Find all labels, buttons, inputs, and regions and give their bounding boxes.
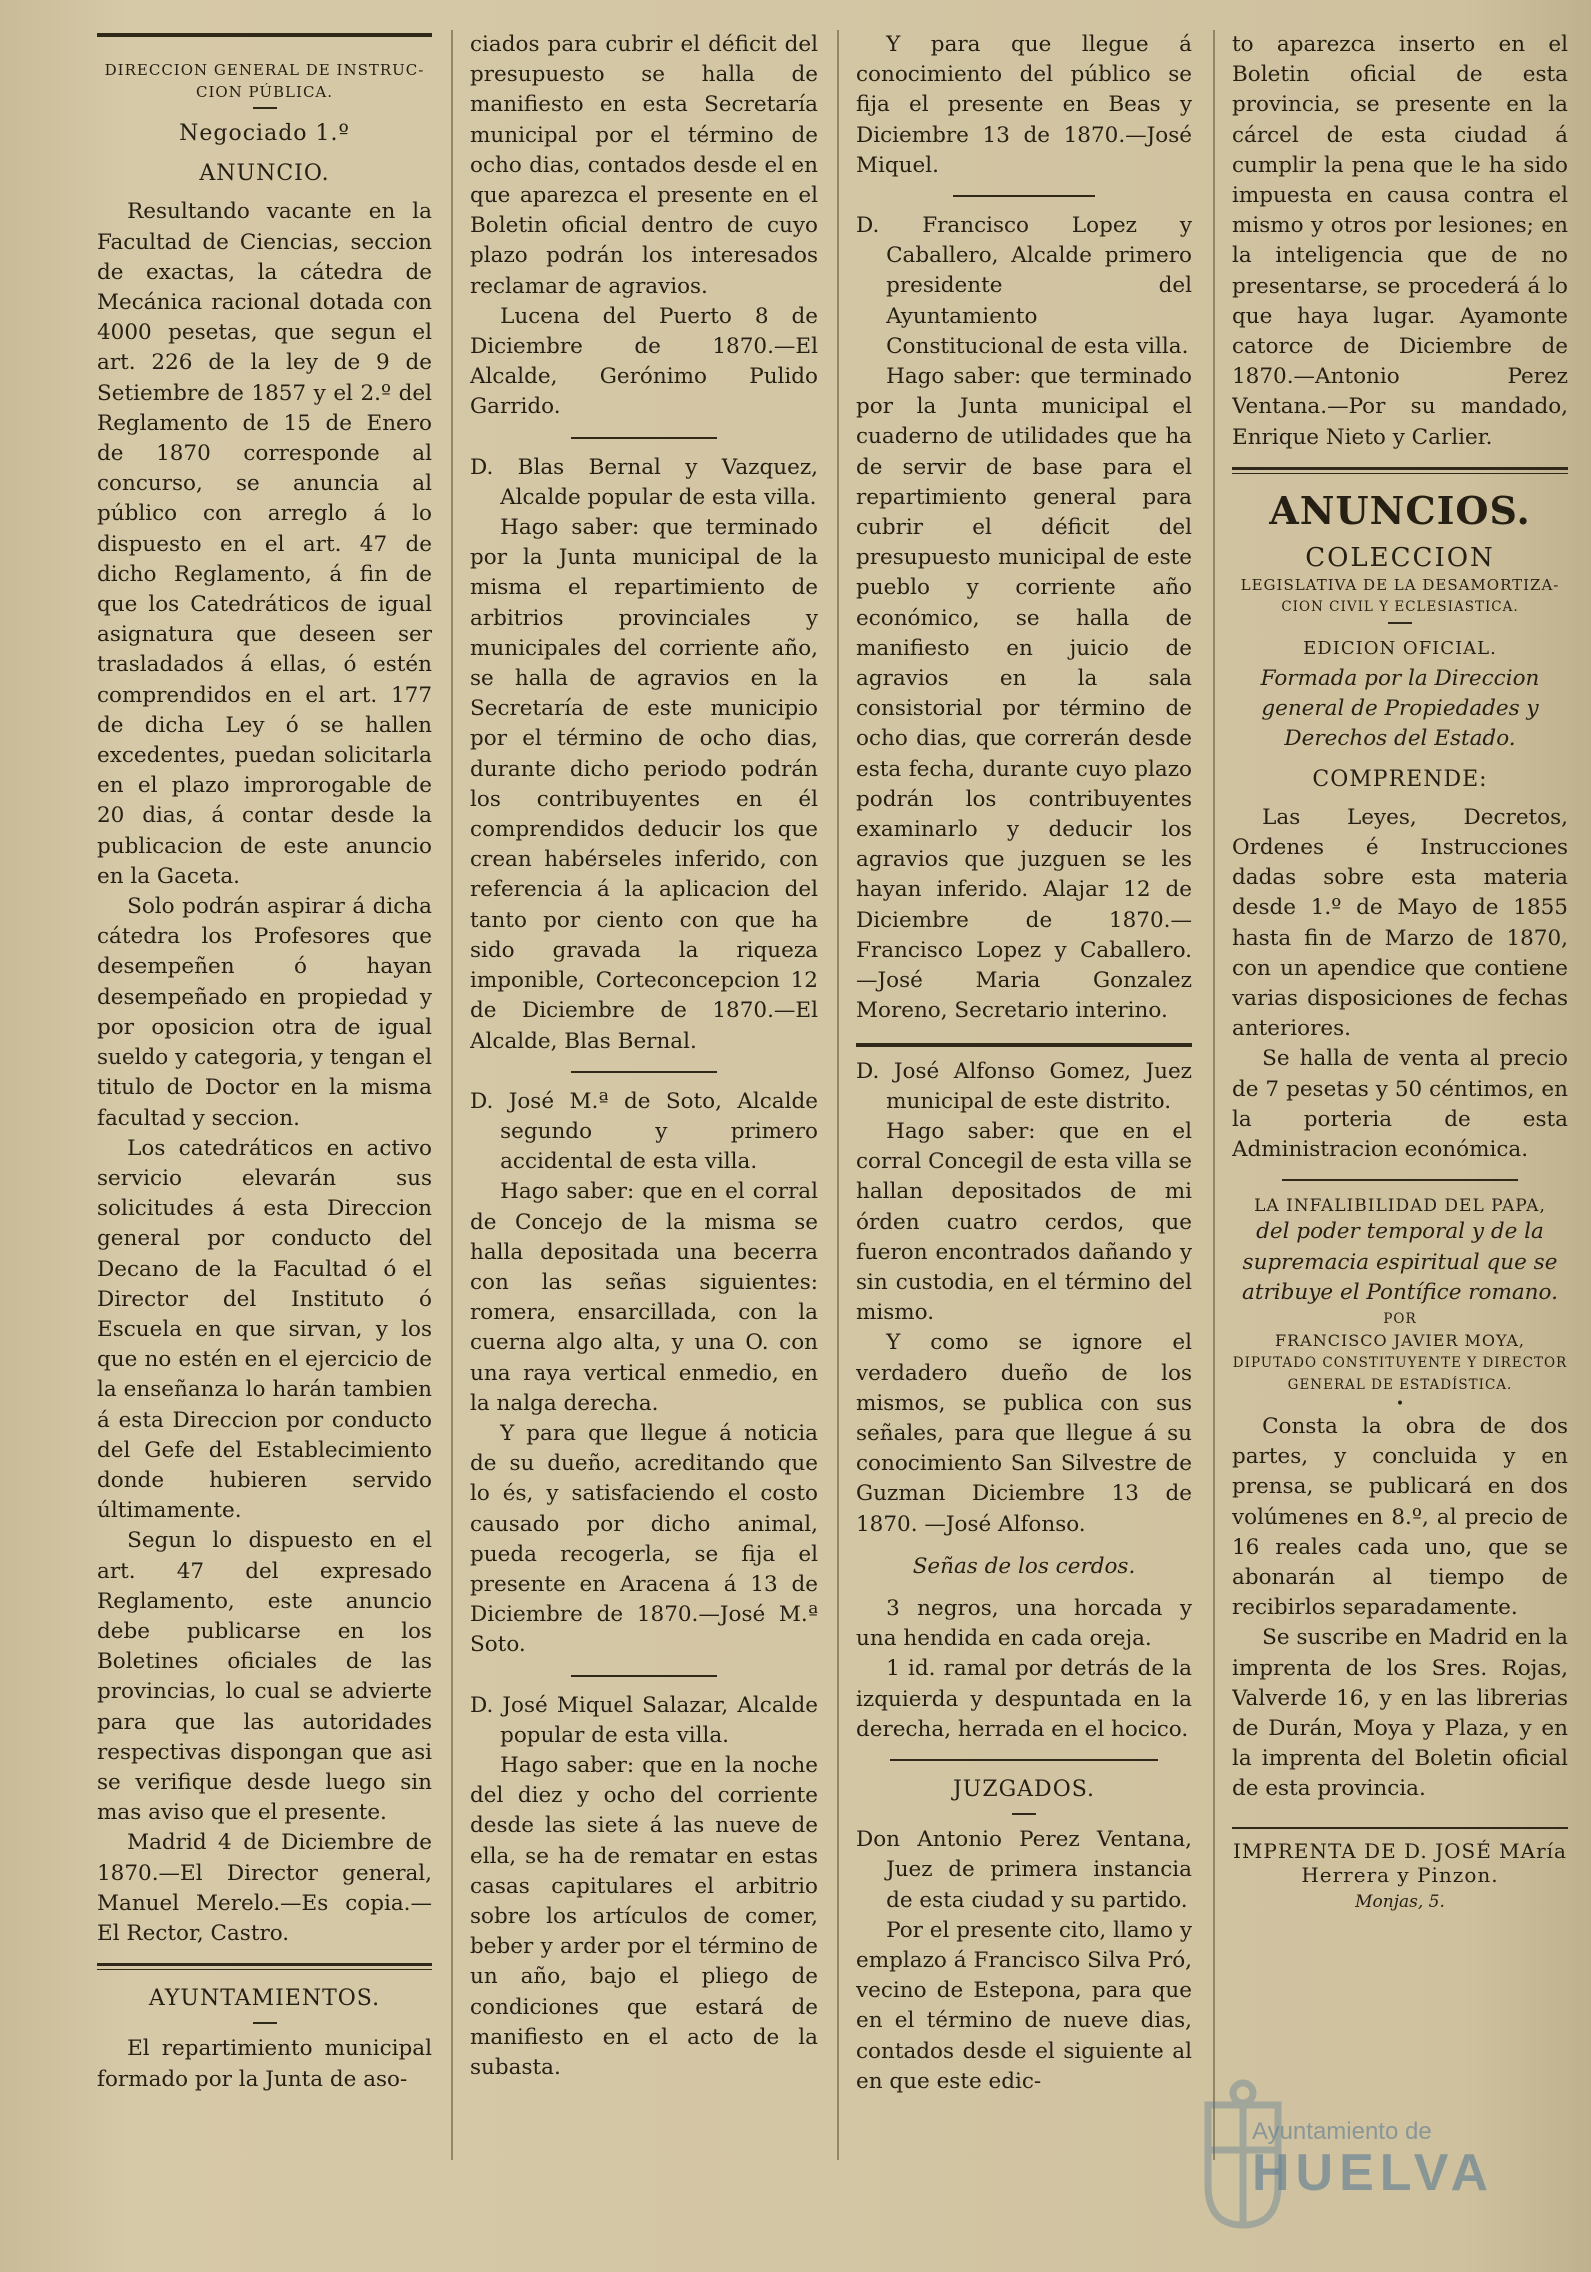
notice-heading: D. Blas Bernal y Vazquez, Alcalde popular de esta villa.: [470, 454, 818, 510]
paragraph: Segun lo dispuesto en el art. 47 del expresado Reglamento, este anuncio debe publicarse en los Boletines oficiales de las provincias, lo cual se advierte para que las autoridades respectivas dispongan que asi se verifique desde luego sin mas aviso que el presente.: [97, 1528, 432, 1826]
paragraph: Hago saber: que en el corral de Concejo de la misma se halla depositada una becerra con las señas siguientes: romera, ensarcillada, con la cuerna algo alta, y una O. con una raya vertical enmedio, en la nalga derecha.: [470, 1179, 818, 1416]
column-divider: [451, 30, 453, 2160]
column-2: [470, 30, 818, 2160]
watermark-text: Ayuntamiento de HUELVA: [1252, 2118, 1495, 2202]
ayuntamientos-title: AYUNTAMIENTOS.: [148, 1986, 381, 2012]
notice-heading: D. José M.ª de Soto, Alcalde segundo y primero accidental de esta villa.: [470, 1088, 818, 1175]
juzgados-title: JUZGADOS.: [952, 1776, 1096, 1802]
paragraph: Las Leyes, Decretos, Ordenes é Instrucciones dadas sobre esta materia desde 1.º de Mayo de 1855 hasta fin de Marzo de 1870, con un apendice que contiene varias disposiciones de fechas anteriores.: [1232, 804, 1568, 1042]
notice-heading: D. José Miquel Salazar, Alcalde popular de esta villa.: [470, 1692, 818, 1748]
infalibilidad-title: LA INFALIBILIDAD DEL PAPA,: [1254, 1196, 1546, 1217]
author-name: FRANCISCO JAVIER MOYA,: [1275, 1330, 1525, 1350]
paragraph: to aparezca inserto en el Boletin oficial de esta provincia, se presente en la cárcel de esta ciudad á cumplir la pena que le ha sido impuesta en causa contra el mismo y otros por lesiones; en la inteligencia que de no presentarse, se procederá á lo que haya lugar. Ayamonte catorce de Diciembre de 1870.—Antonio Perez Ventana.—Por su mandado, Enrique Nieto y Carlier.: [1232, 32, 1568, 450]
imprenta: IMPRENTA DE D. JOSÉ MAría Herrera y Pinzon.: [1233, 1838, 1567, 1887]
paragraph: Madrid 4 de Diciembre de 1870.—El Director general, Manuel Merelo.—Es copia.— El Rector, Castro.: [97, 1830, 432, 1946]
paragraph: Lucena del Puerto 8 de Diciembre de 1870.—El Alcalde, Gerónimo Pulido Garrido.: [470, 303, 818, 420]
notice-heading: Don Antonio Perez Ventana, Juez de primera instancia de esta ciudad y su partido.: [856, 1827, 1192, 1913]
anuncios-title: ANUNCIOS.: [1269, 487, 1531, 533]
paragraph: Hago saber: que terminado por la Junta municipal de la misma el repartimiento de arbitrios provinciales y municipales del corriente año, se halla de agravios en la Secretaría de este municipio por el término de ocho dias, durante dicho periodo podrán los contribuyentes en él comprendidos deducir los que crean habérseles inferido, con referencia á la aplicacion del tanto por ciento con que ha sido gravada la riqueza imponible, Corteconcepcion 12 de Diciembre de 1870.—El Alcalde, Blas Bernal.: [470, 515, 818, 1054]
paragraph: Se suscribe en Madrid en la imprenta de los Sres. Rojas, Valverde 16, y en las librerias de Durán, Moya y Plaza, y en la imprenta del Boletin oficial de esta provincia.: [1232, 1625, 1568, 1802]
paragraph: Se halla de venta al precio de 7 pesetas y 50 céntimos, en la porteria de esta Administracion económica.: [1232, 1046, 1568, 1163]
comprende-title: COMPRENDE:: [1312, 766, 1488, 792]
notice-heading: D. Francisco Lopez y Caballero, Alcalde primero presidente del Ayuntamiento Constitucional de esta villa.: [856, 213, 1192, 359]
paragraph: Consta la obra de dos partes, y concluida y en prensa, se publicará en dos volúmenes en 8.º, al precio de 16 reales cada uno, que se abonarán al tiempo de recibirlos separadamente.: [1232, 1413, 1568, 1621]
section-rule: [1232, 467, 1568, 474]
paragraph: Solo podrán aspirar á dicha cátedra los Profesores que desempeñen ó hayan desempeñado en propiedad y por oposicion otra de igual sueldo y categoria, y tengan el titulo de Doctor en la misma facultad y seccion.: [97, 894, 432, 1131]
column-3: [856, 30, 1192, 2160]
top-rule: [97, 33, 432, 37]
paragraph: Y como se ignore el verdadero dueño de los mismos, se publica con sus señales, para que llegue á su conocimiento San Silvestre de Guzman Diciembre 13 de 1870. —José Alfonso.: [856, 1330, 1192, 1537]
imprenta-address: Monjas, 5.: [1355, 1891, 1445, 1912]
coleccion-title: COLECCION: [1305, 542, 1495, 573]
paragraph: Hago saber: que en el corral Concegil de esta villa se hallan depositados de mi órden cuatro cerdos, que fueron encontrados dañando y sin custodia, en el término del mismo.: [856, 1118, 1192, 1326]
paragraph: Hago saber: que en la noche del diez y ocho del corriente desde las siete á las nueve de ella, se ha de rematar en estas casas capitulares el arbitrio sobre los artículos de comer, beber y arder por el término de un año, bajo el pliego de condiciones que estará de manifiesto en el acto de la subasta.: [470, 1752, 818, 2080]
senas-title: Señas de los cerdos.: [912, 1553, 1136, 1579]
formada-text: Formada por la Direccion general de Propiedades y Derechos del Estado.: [1260, 666, 1540, 752]
column-4: to aparezca inserto en el Boletin oficial de esta provincia, se presente en la cárcel de esta ciudad á cumplir la pena que le ha sido impuesta en causa contra el mismo y otros por lesiones; en la inteligencia que de no presentarse, se procederá á lo que haya lugar. Ayamonte catorce de Diciembre de 1870.—Antonio Perez Ventana.—Por su mandado, Enrique Nieto y Carlier. ANUNCIOS. COLECCION LEGISLATIVA DE LA DESAMORTIZA- CION CIVIL Y ECLESIASTICA. EDICION OFICIAL. Formada por la Direccion general de Propiedades y Derechos del Estado. COMPRENDE: Las Leyes, Decretos, Ordenes é Instrucciones dadas sobre esta materia desde 1.º de Mayo de 1855 hasta fin de Marzo de 1870, con un apendice que contiene varias disposiciones de fechas anteriores. Se halla de venta al precio de 7 pesetas y 50 céntimos, en la porteria de esta Administracion económica. LA INFALIBILIDAD DEL PAPA, del poder temporal y de la supremacia espiritual que se atribuye el Pontífice romano. POR FRANCISCO JAVIER MOYA, DIPUTADO CONSTITUYENTE Y DIRECTOR GENERAL DE ESTADÍSTICA. • Consta la obra de dos partes, y concluida y en prensa, se publicará en dos volúmenes en 8.º, al precio de 16 reales cada uno, que se abonarán al tiempo de recibirlos separadamente. Se suscribe en Madrid en la imprenta de los Sres. Rojas, Valverde 16, y en las librerias de Durán, Moya y Plaza, y en la imprenta del Boletin oficial de esta provincia. IMPRENTA DE D. JOSÉ MAría Herrera y Pinzon. Monjas, 5.: [1232, 30, 1568, 2160]
paragraph: Los catedráticos en activo servicio elevarán sus solicitudes á esta Direccion general por conducto del Decano de la Facultad ó el Director del Instituto ó Escuela en que sirvan, y los que no estén en el ejercicio de la enseñanza lo harán tambien á esta Direccion por conducto del Gefe del Establecimiento donde hubieren servido últimamente.: [97, 1135, 432, 1524]
notice-heading: D. José Alfonso Gomez, Juez municipal de este distrito.: [856, 1058, 1192, 1114]
paragraph: 1 id. ramal por detrás de la izquierda y despuntada en la derecha, herrada en el hocico.: [856, 1656, 1192, 1742]
anuncio-title: ANUNCIO.: [199, 161, 330, 187]
negociado-title: Negociado 1.º: [179, 121, 350, 146]
paragraph: ciados para cubrir el déficit del presupuesto se halla de manifiesto en esta Secretaría municipal por el término de ocho dias, contados desde el en que aparezca el presente en el Boletin oficial dentro de cuyo plazo podrán los interesados reclamar de agravios.: [470, 32, 818, 299]
author-title: DIPUTADO CONSTITUYENTE Y DIRECTOR GENERAL DE ESTADÍSTICA.: [1232, 1354, 1568, 1393]
paragraph: Hago saber: que terminado por la Junta municipal el cuaderno de utilidades que ha de servir de base para el repartimiento general para cubrir el déficit del presupuesto municipal de este pueblo y corriente año económico, se halla de manifiesto en juicio de agravios en la sala consistorial por término de ocho dias, que correrán desde esta fecha, durante cuyo plazo podrán los contribuyentes examinarlo y deducir los agravios que juzguen se les hayan inferido. Alajar 12 de Diciembre de 1870.—Francisco Lopez y Caballero.—José Maria Gonzalez Moreno, Secretario interino.: [856, 364, 1192, 1024]
infalibilidad-subtitle: del poder temporal y de la supremacia espiritual que se atribuye el Pontífice romano.: [1242, 1219, 1558, 1305]
paragraph: El repartimiento municipal formado por la Junta de aso-: [97, 2036, 432, 2092]
column-divider: [1213, 30, 1215, 2160]
paragraph: Y para que llegue á conocimiento del público se fija el presente en Beas y Diciembre 13 de 1870.—José Miquel.: [856, 32, 1192, 178]
paragraph: Por el presente cito, llamo y emplazo á Francisco Silva Pró, vecino de Estepona, para que en el término de nueve dias, contados desde el siguiente al en que este edic-: [856, 1917, 1192, 2094]
column-1: [97, 30, 432, 2160]
column-divider: [837, 30, 839, 2160]
paragraph: 3 negros, una horcada y una hendida en cada oreja.: [856, 1595, 1192, 1652]
paragraph: Resultando vacante en la Facultad de Ciencias, seccion de exactas, la cátedra de Mecánica racional dotada con 4000 pesetas, que segun el art. 226 de la ley de 9 de Setiembre de 1857 y el 2.º del Reglamento de 15 de Enero de 1870 corresponde al concurso, se anuncia al público con arreglo á lo dispuesto en el art. 47 de dicho Reglamento, á fin de que los Catedráticos de igual asignatura que deseen ser trasladados á ellas, ó estén comprendidos en el art. 177 de dicha Ley ó se hallen excedentes, puedan solicitarla en el plazo improrogable de 20 dias, á contar desde la publicacion de este anuncio en la Gaceta.: [97, 199, 432, 889]
paragraph: Y para que llegue á noticia de su dueño, acreditando que lo és, y satisfaciendo el costo causado por dicho animal, pueda recogerla, se fija el presente en Aracena á 13 de Diciembre de 1870.—José M.ª Soto.: [470, 1420, 818, 1658]
section-rule: [97, 1963, 432, 1970]
section-header: DIRECCION GENERAL DE INSTRUC- CION PÚBLICA.: [104, 61, 425, 101]
edicion-oficial: EDICION OFICIAL.: [1303, 637, 1497, 659]
